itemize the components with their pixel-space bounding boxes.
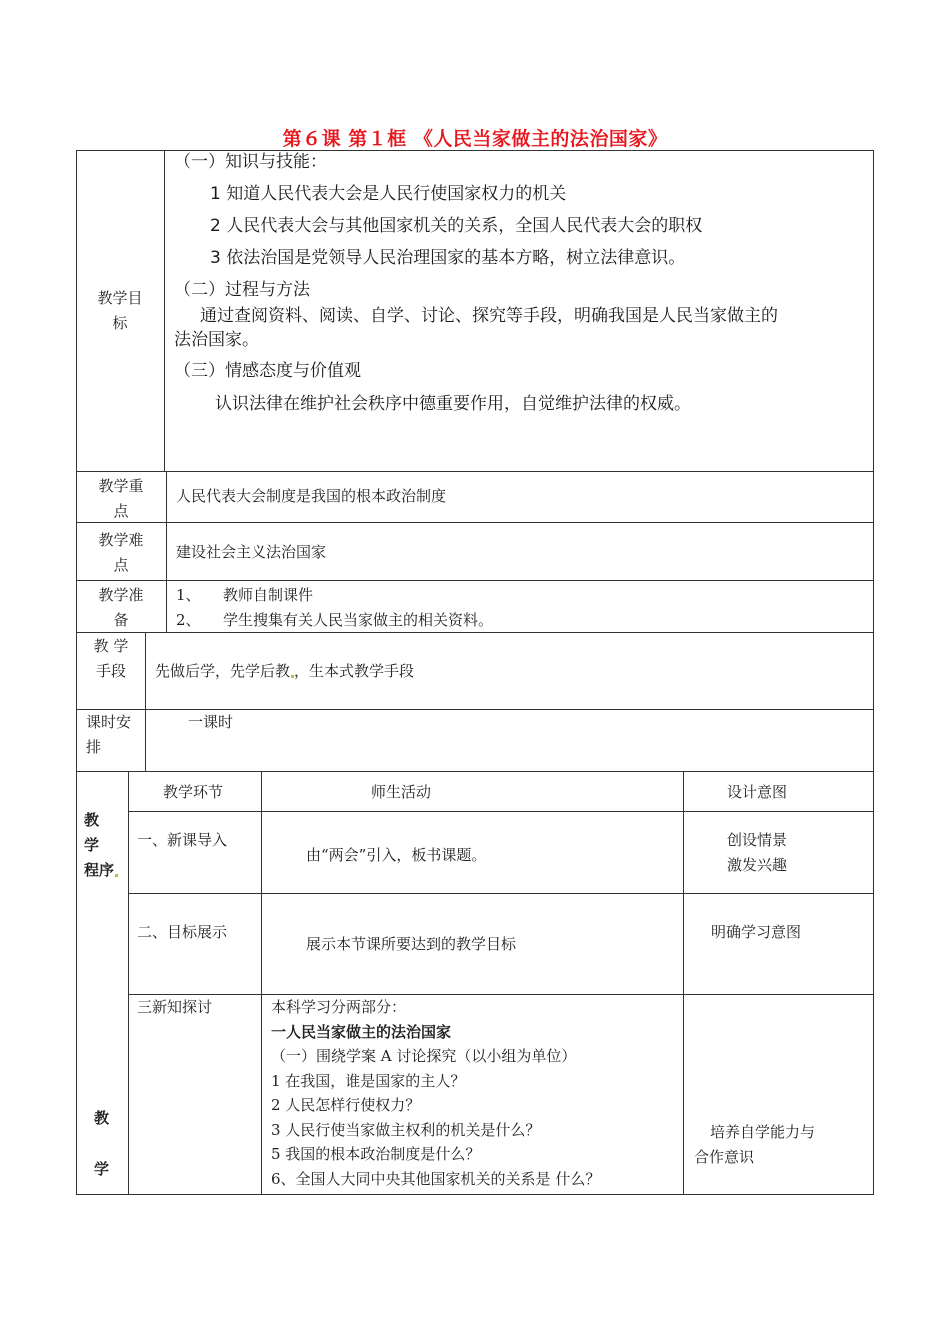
objective-process-text: 通过查阅资料、阅读、自学、讨论、探究等手段，明确我国是人民当家做主的 [200, 306, 778, 326]
procedure-side-label-2: 学 [94, 1160, 110, 1178]
page-title: 第６课 第１框 《人民当家做主的法治国家》 [282, 128, 668, 150]
means-label: 教 学 手段 [93, 637, 129, 680]
preparation-label: 教学准 备 [98, 586, 144, 629]
stage-cell: 一、新课导入 [137, 831, 228, 849]
procedure-side-label-2: 教 [94, 1109, 110, 1127]
intent-cell: 明确学习意图 [711, 923, 802, 941]
activity-cell-detail: 本科学习分两部分： 一人民当家做主的法治国家 （一）围绕学案 A 讨论探究（以小组为单位） 1 在我国，谁是国家的主人？ 2 人民怎样行使权力？ 3 人民行使当家做主权利的机关是什么？ 5 我国的根本政治制度是什么？ 6、全国人大同中央其他国家机关的关系是 什么？ [271, 998, 601, 1188]
key-point-label: 教学重 点 [98, 477, 144, 520]
stage-cell: 二、目标展示 [137, 923, 228, 941]
header-stage: 教学环节 [163, 783, 224, 801]
objective-section-1-heading: （一）知识与技能： [174, 152, 327, 172]
means-value: 先做后学，先学后教 ，生本式教学手段 [155, 662, 415, 680]
preparation-item: 2、 学生搜集有关人民当家做主的相关资料。 [176, 611, 494, 629]
schedule-value: 一课时 [188, 713, 234, 731]
objectives-label: 教学目标 [97, 289, 143, 332]
difficulty-label: 教学难 点 [98, 531, 144, 574]
intent-cell: 培养自学能力与 合作意识 [694, 1123, 816, 1166]
schedule-label: 课时安 排 [86, 713, 132, 756]
header-activity: 师生活动 [371, 783, 432, 801]
activity-cell: 由“两会”引入，板书课题。 [306, 846, 487, 864]
header-intent: 设计意图 [727, 783, 788, 801]
objective-process-text-cont: 法治国家。 [174, 330, 259, 350]
stage-cell: 三新知探讨 [137, 998, 213, 1016]
objective-item: 1 知道人民代表大会是人民行使国家权力的机关 [210, 184, 567, 204]
procedure-side-label: 教 学 程序 [84, 808, 124, 883]
intent-cell: 创设情景 激发兴趣 [727, 831, 788, 874]
objective-item: 3 依法治国是党领导人民治理国家的基本方略，树立法律意识。 [210, 248, 686, 268]
objective-item: 2 人民代表大会与其他国家机关的关系，全国人民代表大会的职权 [210, 216, 703, 236]
objective-section-2-heading: （二）过程与方法 [174, 280, 310, 300]
preparation-item: 1、 教师自制课件 [176, 586, 314, 604]
activity-cell: 展示本节课所要达到的教学目标 [306, 935, 517, 953]
objective-section-3-heading: （三）情感态度与价值观 [174, 361, 361, 381]
objective-attitude-text: 认识法律在维护社会秩序中德重要作用，自觉维护法律的权威。 [215, 394, 691, 414]
key-point-value: 人民代表大会制度是我国的根本政治制度 [176, 487, 447, 505]
difficulty-value: 建设社会主义法治国家 [176, 543, 327, 561]
